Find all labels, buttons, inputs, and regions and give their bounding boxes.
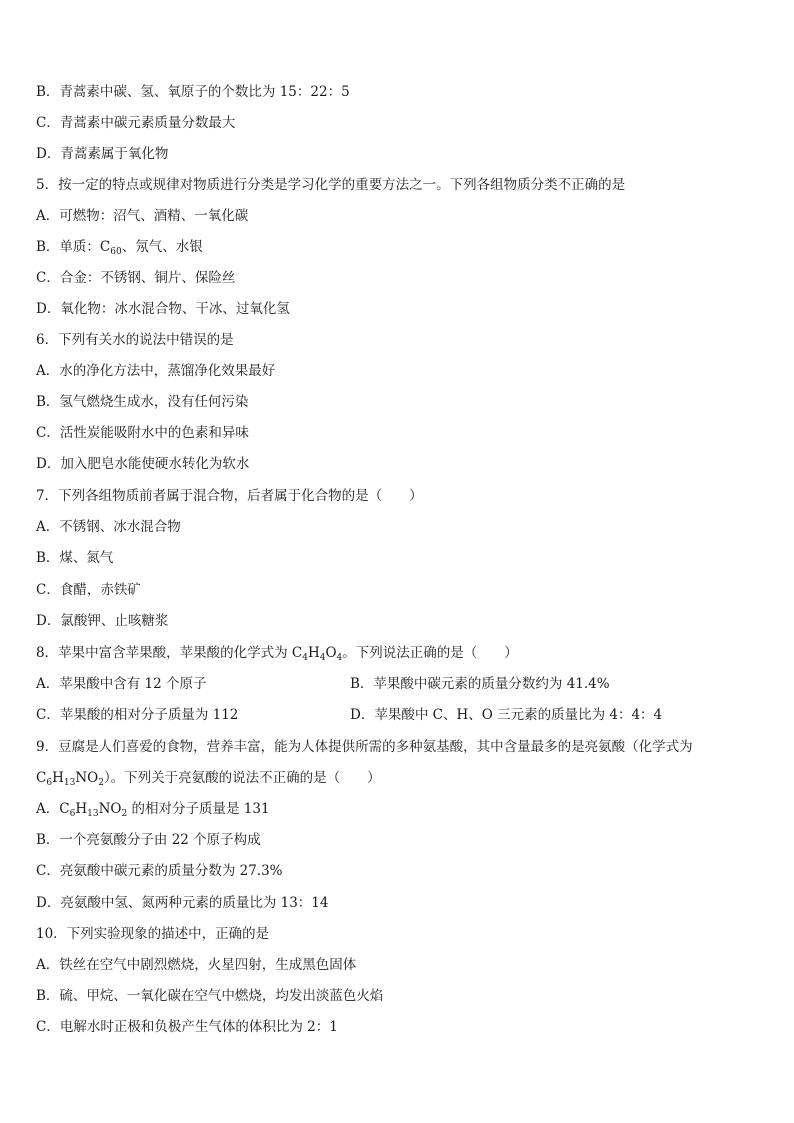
q8-sub-3: 4 (336, 653, 343, 663)
q6-option-c: C．活性炭能吸附水中的色素和异味 (36, 425, 249, 441)
q7-stem: 7．下列各组物质前者属于混合物，后者属于化合物的是（ ） (36, 488, 423, 504)
q8-option-a: A．苹果酸中含有 12 个原子 (36, 676, 207, 692)
q6-option-a: A．水的净化方法中，蒸馏净化效果最好 (36, 363, 276, 379)
q9-stem-line-1: 9．豆腐是人们喜爱的食物，营养丰富，能为人体提供所需的多种氨基酸，其中含量最多的是亮氨酸（化学式为 (36, 739, 693, 755)
q9-stem-post: ）。下列关于亮氨酸的说法不正确的是（ ） (103, 770, 381, 786)
q4-option-d: D．青蒿素属于氧化物 (36, 146, 169, 162)
q8-sub-2: 4 (319, 653, 326, 663)
q8-option-d: D．苹果酸中 C、H、O 三元素的质量比为 4：4：4 (350, 707, 663, 723)
q9-formula-sub-3: 2 (98, 778, 104, 788)
q8-options-row-2 (36, 705, 736, 725)
q9-option-a-no: NO (98, 801, 122, 817)
q10-stem: 10．下列实验现象的描述中，正确的是 (36, 926, 270, 942)
q5-option-b-pre: B．单质：C (36, 239, 111, 255)
q8-option-c: C．苹果酸的相对分子质量为 112 (36, 707, 239, 723)
q7-option-b: B．煤、氮气 (36, 550, 114, 566)
q5-option-c: C．合金：不锈钢、铜片、保险丝 (36, 270, 236, 286)
q7-option-a: A．不锈钢、冰水混合物 (36, 519, 181, 535)
q6-option-d: D．加入肥皂水能使硬水转化为软水 (36, 456, 250, 472)
q9-option-a-pre: A．C (36, 801, 70, 817)
q5-stem: 5．按一定的特点或规律对物质进行分类是学习化学的重要方法之一。下列各组物质分类不正确的是 (36, 177, 626, 193)
q8-stem-post: 。下列说法正确的是（ ） (342, 645, 518, 661)
q9-option-a (36, 799, 270, 819)
q7-option-c: C．食醋，赤铁矿 (36, 582, 141, 598)
q5-option-b-post: 、氖气、水银 (121, 239, 203, 255)
q9-option-a-sub-1: 6 (69, 809, 76, 819)
q9-option-a-sub-2: 13 (87, 809, 99, 819)
q9-formula-no: NO (75, 770, 99, 786)
q5-option-b-subscript: 60 (110, 247, 122, 257)
q6-option-b: B．氢气燃烧生成水，没有任何污染 (36, 394, 249, 410)
q8-stem (36, 643, 518, 663)
q4-option-b: B．青蒿素中碳、氢、氧原子的个数比为 15：22：5 (36, 84, 350, 100)
q8-options-row-1 (36, 674, 736, 694)
q9-formula-c: C (36, 770, 47, 786)
q9-formula-sub-2: 13 (63, 778, 76, 788)
q5-option-b (36, 237, 203, 257)
q8-element-h: H (307, 645, 320, 661)
q5-option-d: D．氧化物：冰水混合物、干冰、过氧化氢 (36, 301, 290, 317)
q9-option-a-post: 的相对分子质量是 131 (127, 801, 270, 817)
q9-formula-h: H (52, 770, 64, 786)
q5-option-a: A．可燃物：沼气、酒精、一氧化碳 (36, 208, 249, 224)
q6-stem: 6．下列有关水的说法中错误的是 (36, 332, 234, 348)
q8-option-b: B．苹果酸中碳元素的质量分数约为 41.4% (350, 676, 610, 692)
q8-sub-1: 4 (302, 653, 308, 663)
q9-option-d: D．亮氨酸中氢、氮两种元素的质量比为 13：14 (36, 895, 329, 911)
q10-option-c: C．电解水时正极和负极产生气体的体积比为 2：1 (36, 1019, 338, 1035)
q4-option-c: C．青蒿素中碳元素质量分数最大 (36, 115, 236, 131)
q10-option-b: B．硫、甲烷、一氧化碳在空气中燃烧，均发出淡蓝色火焰 (36, 988, 384, 1004)
q7-option-d: D．氯酸钾、止咳糖浆 (36, 613, 169, 629)
q8-stem-pre: 8．苹果中富含苹果酸，苹果酸的化学式为 C (36, 645, 303, 661)
q9-option-b: B．一个亮氨酸分子由 22 个原子构成 (36, 832, 261, 848)
q8-element-o: O (325, 645, 337, 661)
q9-option-a-h: H (75, 801, 88, 817)
q10-option-a: A．铁丝在空气中剧烈燃烧，火星四射，生成黑色固体 (36, 957, 357, 973)
q9-option-c: C．亮氨酸中碳元素的质量分数为 27.3% (36, 863, 283, 879)
q9-formula-sub-1: 6 (46, 778, 53, 788)
q9-option-a-sub-3: 2 (121, 809, 128, 819)
q9-stem-line-2 (36, 768, 381, 788)
